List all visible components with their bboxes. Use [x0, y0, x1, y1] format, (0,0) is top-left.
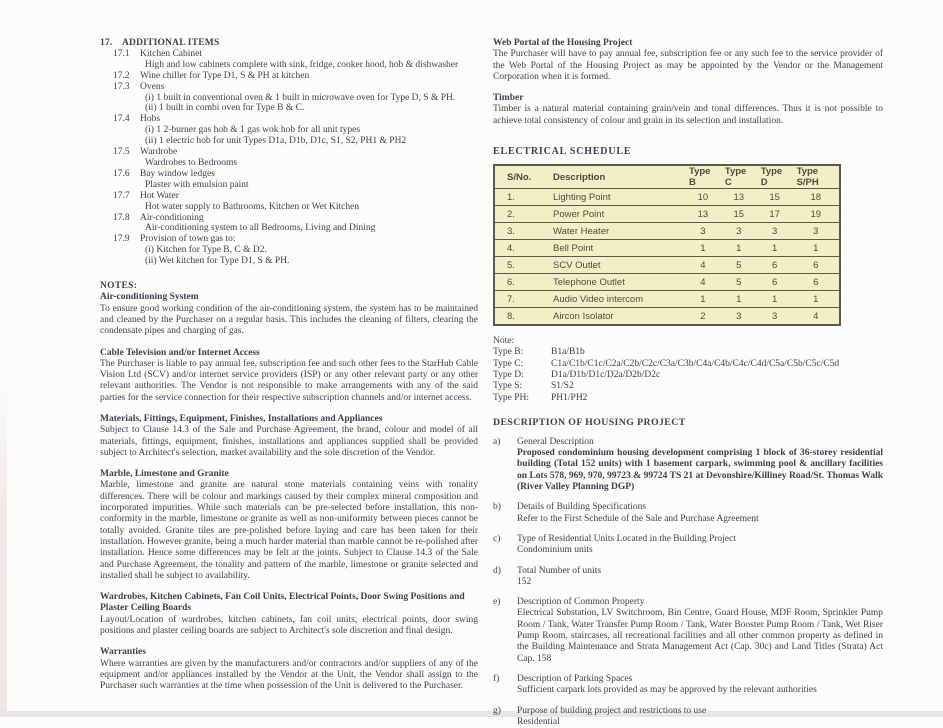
cell-sno: 7. [494, 291, 549, 308]
item-title: Bay window ledges [140, 169, 478, 180]
section-number: 17. [100, 38, 122, 49]
item-heading: Description of Parking Spaces [517, 674, 883, 685]
note-entry [493, 381, 883, 392]
note-heading: Timber [493, 93, 883, 104]
cell-description: Water Heater [549, 223, 685, 240]
item-title: Wine chiller for Type D1, S & PH at kitchen [140, 71, 478, 82]
cell-description: Power Point [549, 206, 685, 223]
item-letter: e) [493, 597, 517, 665]
additional-items-section [100, 38, 478, 267]
section-title: ADDITIONAL ITEMS [122, 38, 219, 49]
description-item-total-units [493, 566, 883, 589]
note-heading: Materials, Fittings, Equipment, Finishes, Installations and Appliances [100, 414, 478, 425]
item-number: 17.2 [113, 71, 140, 82]
item-body: 152 [517, 577, 883, 588]
item-number: 17.1 [113, 49, 140, 71]
item-line: Wardrobes to Bedrooms [140, 158, 478, 169]
item-title: Hot Water [140, 191, 478, 202]
cell-sno: 4. [494, 240, 549, 257]
note-body: Timber is a natural material containing grain/vein and tonal differences. Thus it is not possible to achieve total consistency of colour and grain in its selection and installation. [493, 104, 883, 127]
list-item [113, 82, 478, 115]
cell-type-b: 13 [685, 206, 721, 223]
item-line: High and low cabinets complete with sink, fridge, cooker hood, hob & dishwasher [140, 60, 478, 71]
table-row [494, 257, 840, 274]
item-body: Sufficient carpark lots provided as may be approved by the relevant authorities [517, 685, 883, 696]
item-title: Ovens [140, 82, 478, 93]
item-heading: Type of Residential Units Located in the Building Project [517, 534, 883, 545]
note-body: Subject to Clause 14.3 of the Sale and Purchase Agreement, the brand, colour and model of all materials, fittings, equipment, finishes, installations and appliances supplied shall be provided subject to Architect's selection, market availability and the sole discretion of the Vendor. [100, 425, 478, 459]
note-heading: Air-conditioning System [100, 292, 478, 303]
column-header-type-sph: Type S/PH [793, 165, 840, 189]
item-heading: Purpose of building project and restrictions to use [517, 706, 883, 717]
list-item [113, 234, 478, 267]
item-line: (ii) 1 built in combi oven for Type B & C. [140, 103, 478, 114]
description-item-common-property [493, 597, 883, 665]
note-air-conditioning-system [100, 292, 478, 337]
cell-sno: 6. [494, 274, 549, 291]
cell-sno: 5. [494, 257, 549, 274]
section-17-heading [100, 38, 478, 49]
table-row [494, 223, 840, 240]
item-number: 17.5 [113, 147, 140, 169]
item-number: 17.6 [113, 169, 140, 191]
item-line: Hot water supply to Bathrooms, Kitchen or Wet Kitchen [140, 202, 478, 213]
item-line: (i) 1 2-burner gas hob & 1 gas wok hob for all unit types [140, 125, 478, 136]
note-heading: Warranties [100, 647, 478, 658]
cell-description: Audio Video intercom [549, 291, 685, 308]
description-item-general [493, 437, 883, 493]
cell-type-d: 17 [757, 206, 793, 223]
note-value: D1a/D1b/D1c/D2a/D2b/D2c [551, 370, 660, 381]
list-item [113, 147, 478, 169]
cell-type-d: 3 [757, 223, 793, 240]
left-column [100, 38, 478, 693]
item-letter: c) [493, 534, 517, 557]
item-line: Air-conditioning system to all Bedrooms, Living and Dining [140, 223, 478, 234]
note-warranties [100, 647, 478, 692]
cell-description: SCV Outlet [549, 257, 685, 274]
note-entry [493, 393, 883, 404]
item-number: 17.3 [113, 82, 140, 115]
item-letter: d) [493, 566, 517, 589]
note-value: B1a/B1b [551, 347, 585, 358]
note-marble-limestone-granite [100, 469, 478, 582]
cell-type-c: 13 [721, 189, 757, 206]
cell-type-c: 1 [721, 291, 757, 308]
item-title: Provision of town gas to: [140, 234, 478, 245]
note-entry [493, 370, 883, 381]
cell-type-c: 5 [721, 257, 757, 274]
table-header-row [494, 165, 840, 189]
note-cable-television [100, 348, 478, 404]
note-body: Layout/Location of wardrobes, kitchen cabinets, fan coil units, electrical points, door swing positions and plaster ceiling boards are subject to Architect's sole discretion and final design. [100, 615, 478, 638]
table-row [494, 206, 840, 223]
note-body: The Purchaser is liable to pay annual fee, subscription fee and such other fees to the StarHub Cable Vision Ltd (SCV) and/or internet service providers (ISP) or any other relevant party or any other relevant authorities. The Vendor is not responsible to make arrangements with any of the said parties for the service connection for their respective subscription channels and/or internet access. [100, 359, 478, 404]
cell-description: Lighting Point [549, 189, 685, 206]
note-body: Where warranties are given by the manufacturers and/or contractors and/or suppliers of any of the equipment and/or appliances installed by the Vendor at the Unit, the Vendor shall assign to the Purchaser such warranties at the time when possession of the Unit is delivered to the Purchaser. [100, 659, 478, 693]
list-item [113, 114, 478, 147]
list-item [113, 169, 478, 191]
note-entry [493, 359, 883, 370]
item-line: (i) 1 built in conventional oven & 1 built in microwave oven for Type D, S & PH. [140, 93, 478, 104]
note-heading: Marble, Limestone and Granite [100, 469, 478, 480]
cell-type-c: 1 [721, 240, 757, 257]
cell-type-sph: 4 [793, 308, 840, 326]
note-key: Type B: [493, 347, 551, 358]
cell-type-sph: 19 [793, 206, 840, 223]
cell-type-b: 4 [685, 274, 721, 291]
list-item [113, 213, 478, 235]
note-heading: Wardrobes, Kitchen Cabinets, Fan Coil Units, Electrical Points, Door Swing Positions and Plaster Ceiling Boards [100, 592, 478, 615]
table-row [494, 189, 840, 206]
description-item-building-specs [493, 502, 883, 525]
list-item [113, 191, 478, 213]
item-line: (i) Kitchen for Type B, C & D2. [140, 245, 478, 256]
cell-type-sph: 3 [793, 223, 840, 240]
note-value: C1a/C1b/C1c/C2a/C2b/C2c/C3a/C3b/C4a/C4b/C4c/C4d/C5a/C5b/C5c/C5d [551, 359, 839, 370]
item-title: Air-conditioning [140, 213, 478, 224]
notes-label: NOTES: [100, 281, 478, 292]
note-key: Type PH: [493, 393, 551, 404]
note-entry [493, 347, 883, 358]
cell-type-sph: 6 [793, 257, 840, 274]
item-number: 17.9 [113, 234, 140, 267]
note-body: Marble, limestone and granite are natural stone materials containing veins with tonality differences. There will be colour and markings caused by their complex mineral composition and incorporated impurities. While such materials can be pre-selected before installation, this non-conformity in the marble, limestone or granite as well as non-uniformity between pieces cannot be totally avoided. Granite tiles are pre-polished before laying and care has been taken for their installation. However granite, being a much harder material than marble cannot be re-polished after installation. Hence some differences may be felt at the joints. Subject to Clause 14.3 of the Sale and Purchase Agreement, the tonality and pattern of the marble, limestone or granite selected and installed shall be subject to availability. [100, 480, 478, 582]
note-value: PH1/PH2 [551, 393, 587, 404]
cell-type-b: 1 [685, 240, 721, 257]
note-body: The Purchaser will have to pay annual fee, subscription fee or any such fee to the service provider of the Web Portal of the Housing Project as may be appointed by the Vendor or the Management Corporation when it is formed. [493, 49, 883, 83]
item-heading: General Description [517, 437, 883, 448]
list-item [113, 71, 478, 82]
right-column [493, 38, 883, 728]
cell-sno: 2. [494, 206, 549, 223]
electrical-schedule-table [493, 164, 841, 326]
note-body: To ensure good working condition of the air-conditioning system, the system has to be maintained and cleaned by the Purchaser on a regular basis. This includes the cleaning of filters, clearing the condensate pipes and charging of gas. [100, 304, 478, 338]
electrical-schedule-title: ELECTRICAL SCHEDULE [493, 146, 883, 157]
cell-type-d: 15 [757, 189, 793, 206]
item-number: 17.8 [113, 213, 140, 235]
item-number: 17.7 [113, 191, 140, 213]
list-item [113, 49, 478, 71]
item-line: (ii) Wet kitchen for Type D1, S & PH. [140, 256, 478, 267]
item-body: Refer to the First Schedule of the Sale and Purchase Agreement [517, 514, 883, 525]
type-note-block [493, 336, 883, 404]
scan-edge-left [0, 380, 7, 717]
item-letter: a) [493, 437, 517, 493]
note-heading: Cable Television and/or Internet Access [100, 348, 478, 359]
cell-type-c: 3 [721, 223, 757, 240]
cell-description: Telephone Outlet [549, 274, 685, 291]
column-header-type-c: Type C [721, 165, 757, 189]
item-body: Electrical Substation, LV Switchroom, Bin Centre, Guard House, MDF Room, Sprinkler Pump Room / Tank, Water Transfer Pump Room / Tank, Water Booster Pump Room / Tank, Wet Riser Pump Room, staircases, all recreational facilities and all other common property as defined in the Building Maintenance and Strata Management Act (Cap. 30c) and Land Titles (Strata) Act Cap. 158 [517, 608, 883, 664]
note-timber [493, 93, 883, 127]
item-body: Residential [517, 717, 883, 728]
cell-type-d: 6 [757, 257, 793, 274]
cell-type-sph: 1 [793, 291, 840, 308]
description-of-housing-project-title: DESCRIPTION OF HOUSING PROJECT [493, 417, 883, 428]
item-title: Wardrobe [140, 147, 478, 158]
cell-description: Aircon Isolator [549, 308, 685, 326]
column-header-type-b: Type B [685, 165, 721, 189]
note-web-portal [493, 38, 883, 83]
cell-type-b: 2 [685, 308, 721, 326]
table-row [494, 291, 840, 308]
cell-sno: 8. [494, 308, 549, 326]
cell-type-sph: 18 [793, 189, 840, 206]
item-letter: b) [493, 502, 517, 525]
item-title: Kitchen Cabinet [140, 49, 478, 60]
note-key: Type C: [493, 359, 551, 370]
item-letter: f) [493, 674, 517, 697]
item-number: 17.4 [113, 114, 140, 147]
cell-type-d: 3 [757, 308, 793, 326]
item-body: Proposed condominium housing development comprising 1 block of 36-storey residential building (Total 152 units) with 1 basement carpark, swimming pool & ancillary facilities on Lots 578, 969, 970, 99723 & 99724 TS 21 at Devonshire/Killiney Road/St. Thomas Walk (River Valley Planning DGP) [517, 448, 883, 493]
column-header-type-d: Type D [757, 165, 793, 189]
item-title: Hobs [140, 114, 478, 125]
note-heading: Web Portal of the Housing Project [493, 38, 883, 49]
cell-type-b: 3 [685, 223, 721, 240]
note-materials-fittings [100, 414, 478, 459]
column-header-sno: S/No. [494, 165, 549, 189]
cell-type-c: 3 [721, 308, 757, 326]
cell-sno: 3. [494, 223, 549, 240]
cell-type-c: 15 [721, 206, 757, 223]
description-item-parking [493, 674, 883, 697]
item-body: Condominium units [517, 545, 883, 556]
note-label: Note: [493, 336, 883, 347]
note-wardrobes-cabinets [100, 592, 478, 637]
item-heading: Description of Common Property [517, 597, 883, 608]
cell-type-d: 6 [757, 274, 793, 291]
cell-type-d: 1 [757, 240, 793, 257]
item-line: Plaster with emulsion paint [140, 180, 478, 191]
item-heading: Total Number of units [517, 566, 883, 577]
item-heading: Details of Building Specifications [517, 502, 883, 513]
cell-type-sph: 6 [793, 274, 840, 291]
cell-description: Bell Point [549, 240, 685, 257]
description-item-unit-types [493, 534, 883, 557]
cell-type-d: 1 [757, 291, 793, 308]
table-row [494, 274, 840, 291]
cell-type-b: 4 [685, 257, 721, 274]
cell-type-c: 5 [721, 274, 757, 291]
item-letter: g) [493, 706, 517, 728]
cell-type-sph: 1 [793, 240, 840, 257]
note-key: Type S: [493, 381, 551, 392]
item-line: (ii) 1 electric hob for unit Types D1a, D1b, D1c, S1, S2, PH1 & PH2 [140, 136, 478, 147]
cell-type-b: 1 [685, 291, 721, 308]
cell-type-b: 10 [685, 189, 721, 206]
cell-sno: 1. [494, 189, 549, 206]
table-row [494, 240, 840, 257]
table-row [494, 308, 840, 326]
column-header-description: Description [549, 165, 685, 189]
note-key: Type D: [493, 370, 551, 381]
note-value: S1/S2 [551, 381, 574, 392]
